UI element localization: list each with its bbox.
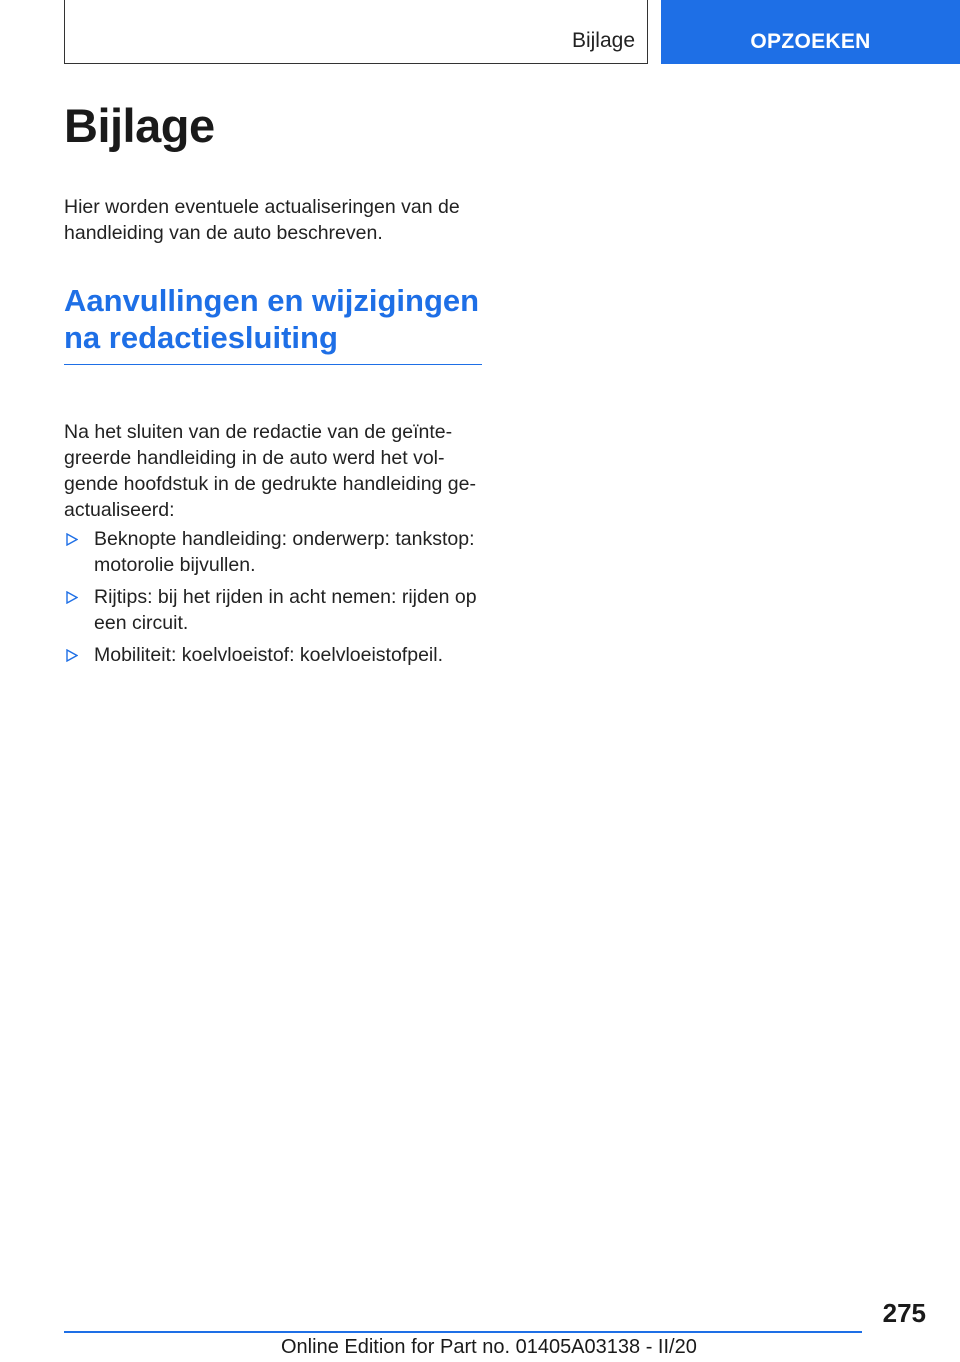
list-item-text: Beknopte handleiding: onderwerp: tankstop: motorolie bijvullen. [94, 528, 475, 576]
header-section-label: Bijlage [571, 29, 635, 52]
page-title: Bijlage [64, 99, 215, 152]
tab-opzoeken[interactable] [661, 0, 960, 64]
triangle-right-outline-icon [66, 533, 78, 546]
list-item [64, 526, 484, 578]
intro-paragraph: Hier worden eventuele actualiseringen van de handleiding van de auto beschreven. [64, 196, 460, 244]
triangle-right-outline-icon [66, 591, 78, 604]
footer-edition-text: Online Edition for Part no. 01405A03138 - II/20 [281, 1336, 697, 1358]
bullet-list [64, 526, 484, 674]
triangle-right-outline-icon [66, 649, 78, 662]
list-item [64, 584, 484, 636]
section-heading: Aanvullingen en wijzigingen na redactiesluiting [64, 282, 482, 365]
header-frame [64, 0, 648, 64]
list-item-text: Rijtips: bij het rijden in acht nemen: rijden op een circuit. [94, 586, 477, 634]
list-item [64, 642, 484, 668]
tab-opzoeken-label: OPZOEKEN [750, 30, 871, 53]
body-paragraph: Na het sluiten van de redactie van de geïnte- greerde handleiding in de auto werd het vol- gende hoofdstuk in de gedrukte handleiding ge- actualiseerd: [64, 421, 476, 521]
list-item-text: Mobiliteit: koelvloeistof: koelvloeistofpeil. [94, 644, 444, 666]
footer-divider [64, 1331, 862, 1333]
page-number: 275 [882, 1298, 926, 1328]
